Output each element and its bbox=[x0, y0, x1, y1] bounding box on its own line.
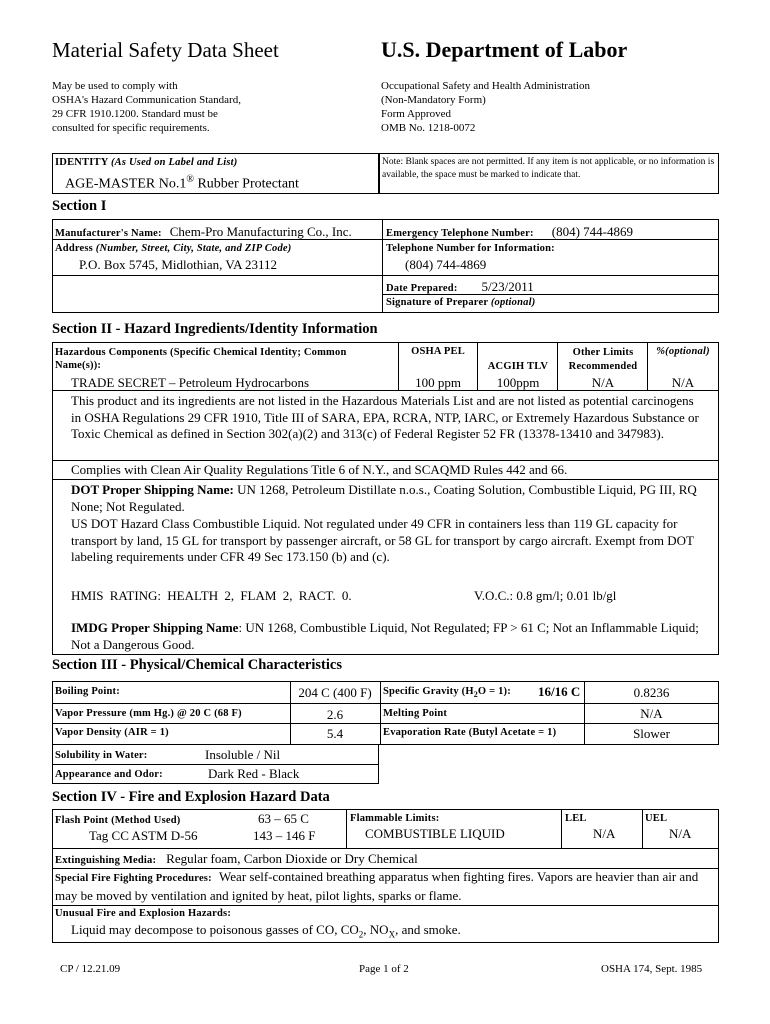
manufacturer-value: Chem-Pro Manufacturing Co., Inc. bbox=[169, 224, 352, 239]
vapor-pressure-value[interactable]: 2.6 bbox=[326, 707, 344, 722]
appearance-label: Appearance and Odor: bbox=[55, 769, 163, 780]
specific-gravity-text-end: O = 1): bbox=[477, 686, 511, 697]
vapor-density-value[interactable]: 5.4 bbox=[326, 726, 344, 741]
note-text: Note: Blank spaces are not permitted. If any item is not applicable, or no information is available, the space must be marked to indicate that. bbox=[382, 157, 715, 180]
vapor-density-label: Vapor Density (AIR = 1) bbox=[55, 727, 169, 738]
unusual-hazards-text: Liquid may decompose to poisonous gasses of CO, CO bbox=[71, 922, 359, 937]
lel-label: LEL bbox=[565, 813, 587, 824]
flash-point-label: Flash Point (Method Used) bbox=[55, 815, 181, 826]
page-number: Page 1 of 2 bbox=[359, 963, 409, 975]
percent-column-label: %(optional) bbox=[656, 346, 710, 357]
imdg-shipping-label: IMDG Proper Shipping Name bbox=[71, 620, 239, 635]
unusual-hazards-text-end: , and smoke. bbox=[395, 922, 461, 937]
divider bbox=[53, 848, 718, 849]
unusual-hazards-value[interactable] bbox=[71, 922, 461, 940]
melting-point-value[interactable]: N/A bbox=[640, 706, 663, 721]
melting-point-label: Melting Point bbox=[383, 708, 448, 719]
info-phone-value[interactable]: (804) 744-4869 bbox=[405, 257, 487, 272]
address-value[interactable]: P.O. Box 5745, Midlothian, VA 23112 bbox=[79, 257, 278, 272]
flammable-limits-value[interactable]: COMBUSTIBLE LIQUID bbox=[365, 826, 505, 841]
flash-point-method[interactable]: Tag CC ASTM D-56 bbox=[89, 828, 198, 843]
percent-value[interactable]: N/A bbox=[671, 375, 695, 390]
manufacturer-label: Manufacturer's Name: bbox=[55, 228, 162, 239]
flammable-limits-label: Flammable Limits: bbox=[350, 813, 440, 824]
section4-heading: Section IV - Fire and Explosion Hazard Data bbox=[52, 789, 330, 805]
component-name[interactable]: TRADE SECRET – Petroleum Hydrocarbons bbox=[71, 375, 310, 390]
dot-shipping-label: DOT Proper Shipping Name: bbox=[71, 482, 234, 497]
osha-pel-value[interactable]: 100 ppm bbox=[415, 375, 461, 390]
uel-label: UEL bbox=[645, 813, 668, 824]
flash-point-celsius[interactable]: 63 – 65 C bbox=[258, 811, 309, 826]
solubility-value[interactable]: Insoluble / Nil bbox=[205, 747, 281, 762]
section3-heading: Section III - Physical/Chemical Characteristics bbox=[52, 657, 342, 673]
boiling-point-value[interactable]: 204 C (400 F) bbox=[298, 685, 372, 700]
unusual-hazards-label: Unusual Fire and Explosion Hazards: bbox=[55, 908, 232, 919]
divider bbox=[53, 275, 718, 276]
address-label-note: (Number, Street, City, State, and ZIP Code) bbox=[95, 243, 292, 254]
divider bbox=[53, 460, 718, 461]
section1-heading: Section I bbox=[52, 198, 107, 214]
evaporation-rate-label: Evaporation Rate (Butyl Acetate = 1) bbox=[383, 727, 557, 738]
extinguishing-media-field[interactable] bbox=[55, 850, 418, 868]
subscript: 2 bbox=[473, 690, 478, 700]
acgih-tlv-value[interactable]: 100ppm bbox=[496, 375, 540, 390]
divider bbox=[53, 723, 718, 724]
divider bbox=[346, 810, 347, 848]
emergency-phone-label: Emergency Telephone Number: bbox=[386, 228, 534, 239]
identity-value[interactable] bbox=[65, 174, 299, 193]
form-edition: OSHA 174, Sept. 1985 bbox=[601, 963, 703, 975]
date-prepared-value: 5/23/2011 bbox=[481, 279, 534, 294]
emergency-phone-value: (804) 744-4869 bbox=[551, 224, 633, 239]
evaporation-rate-value[interactable]: Slower bbox=[633, 726, 670, 741]
intro-line: May be used to comply with bbox=[52, 80, 178, 92]
divider bbox=[53, 905, 718, 906]
agency-line: (Non-Mandatory Form) bbox=[381, 94, 486, 106]
identity-value-suffix: Rubber Protectant bbox=[193, 176, 299, 192]
department-title: U.S. Department of Labor bbox=[381, 37, 628, 62]
agency-text bbox=[381, 79, 590, 135]
signature-label: Signature of Preparer bbox=[386, 297, 488, 308]
dot-shipping-paragraph bbox=[71, 482, 716, 515]
divider bbox=[53, 703, 718, 704]
divider bbox=[380, 682, 381, 744]
identity-label bbox=[55, 157, 237, 168]
uel-value[interactable]: N/A bbox=[669, 826, 692, 841]
section2-heading: Section II - Hazard Ingredients/Identity Information bbox=[52, 321, 378, 337]
divider bbox=[53, 764, 378, 765]
special-fire-fighting-value: Wear self-contained breathing apparatus when fighting fires. Vapors are heavier than air and may be moved by ventilation and ignited by heat, pilot lights, sparks or flame. bbox=[55, 869, 699, 903]
signature-field[interactable] bbox=[386, 297, 535, 308]
identity-box bbox=[52, 153, 379, 194]
emergency-phone-field[interactable] bbox=[386, 223, 633, 241]
section3-table bbox=[52, 681, 719, 745]
identity-label-note: (As Used on Label and List) bbox=[110, 157, 238, 168]
other-limits-line: Other Limits bbox=[572, 347, 634, 358]
air-quality-paragraph: Complies with Clean Air Quality Regulations Title 6 of N.Y., and SCAQMD Rules 442 and 66. bbox=[71, 462, 568, 477]
registered-mark: ® bbox=[186, 174, 194, 185]
section4-table bbox=[52, 809, 719, 943]
special-fire-fighting-label: Special Fire Fighting Procedures: bbox=[55, 873, 212, 884]
specific-gravity-text: Specific Gravity (H bbox=[383, 686, 474, 697]
unusual-hazards-text-mid: , NO bbox=[363, 922, 389, 937]
note-box bbox=[379, 153, 719, 194]
imdg-shipping-paragraph bbox=[71, 620, 716, 653]
voc-value: V.O.C.: 0.8 gm/l; 0.01 lb/gl bbox=[474, 588, 617, 603]
solubility-label: Solubility in Water: bbox=[55, 750, 148, 761]
flash-point-fahrenheit[interactable]: 143 – 146 F bbox=[253, 828, 316, 843]
agency-line: Occupational Safety and Health Administration bbox=[381, 80, 590, 92]
divider bbox=[382, 220, 383, 312]
specific-gravity-value[interactable]: 0.8236 bbox=[633, 685, 670, 700]
address-label-text: Address bbox=[55, 243, 93, 254]
appearance-value[interactable]: Dark Red - Black bbox=[208, 766, 300, 781]
hmis-rating: HMIS RATING: HEALTH 2, FLAM 2, RACT. 0. bbox=[71, 588, 352, 603]
us-dot-paragraph: US DOT Hazard Class Combustible Liquid. Not regulated under 49 CFR in containers less than 119 GL capacity for transport by land, 15 GL for transport by passenger aircraft, or 58 GL for transport by cargo aircraft. Exempt from DOT labeling requirements under CFR 49 Sec 173.150 (b) and (c). bbox=[71, 516, 694, 564]
specific-gravity-label bbox=[383, 686, 511, 699]
vapor-pressure-label: Vapor Pressure (mm Hg.) @ 20 C (68 F) bbox=[55, 708, 242, 719]
components-column-header: Hazardous Components (Specific Chemical Identity; Common Name(s)): bbox=[55, 347, 347, 371]
specific-gravity-reference: 16/16 C bbox=[538, 684, 581, 699]
date-prepared-field[interactable] bbox=[386, 278, 534, 296]
intro-line: OSHA's Hazard Communication Standard, bbox=[52, 94, 241, 106]
section3-table-lower bbox=[52, 744, 379, 784]
section2-table bbox=[52, 342, 719, 655]
boiling-point-label: Boiling Point: bbox=[55, 686, 120, 697]
section1-table bbox=[52, 219, 719, 313]
divider bbox=[561, 810, 562, 848]
identity-value-text: AGE-MASTER No.1 bbox=[65, 176, 187, 192]
identity-label-text: IDENTITY bbox=[55, 157, 109, 168]
other-limits-column-header bbox=[558, 346, 648, 374]
dot-shipping-value: UN 1268, Petroleum Distillate n.o.s., Coating Solution, Combustible Liquid, PG III, RQ None; Not Regulated. bbox=[71, 482, 697, 514]
regulatory-paragraph: This product and its ingredients are not listed in the Hazardous Materials List and are not listed as potential carcinogens in OSHA Regulations 29 CFR 1910, Title III of SARA, EPA, RCRA, NTP, IARC, or Extremely Hazardous Substance or Toxic Chemical as defined in Section 302(a)(2) and 313(c) of Federal Register 52 FR (13378-13410 and 347983). bbox=[71, 393, 699, 441]
address-label bbox=[55, 243, 291, 254]
intro-text bbox=[52, 79, 241, 135]
extinguishing-media-label: Extinguishing Media: bbox=[55, 855, 157, 866]
intro-line: consulted for specific requirements. bbox=[52, 122, 210, 134]
acgih-tlv-column-header: ACGIH TLV bbox=[487, 361, 549, 372]
other-limits-value[interactable]: N/A bbox=[591, 375, 615, 390]
form-title: Material Safety Data Sheet bbox=[52, 38, 279, 62]
date-prepared-label: Date Prepared: bbox=[386, 283, 458, 294]
divider bbox=[642, 810, 643, 848]
osha-pel-column-header: OSHA PEL bbox=[411, 346, 465, 357]
info-phone-label: Telephone Number for Information: bbox=[386, 243, 555, 254]
footer-code: CP / 12.21.09 bbox=[60, 963, 121, 975]
manufacturer-field[interactable] bbox=[55, 223, 352, 241]
imdg-shipping-value: : UN 1268, Combustible Liquid, Not Regulated; FP > 61 C; Not an Inflammable Liquid; Not a Dangerous Good. bbox=[71, 620, 699, 652]
other-limits-line: Recommended bbox=[568, 361, 638, 372]
signature-note: (optional) bbox=[490, 297, 536, 308]
intro-line: 29 CFR 1910.1200. Standard must be bbox=[52, 108, 218, 120]
subscript: 2 bbox=[358, 929, 364, 940]
subscript: X bbox=[388, 929, 396, 940]
special-fire-fighting-field[interactable] bbox=[55, 869, 715, 904]
extinguishing-media-value: Regular foam, Carbon Dioxide or Dry Chemical bbox=[166, 851, 418, 866]
percent-column-header bbox=[648, 346, 718, 357]
agency-line: Form Approved bbox=[381, 108, 451, 120]
lel-value[interactable]: N/A bbox=[593, 826, 616, 841]
agency-line: OMB No. 1218-0072 bbox=[381, 122, 476, 134]
divider bbox=[53, 479, 718, 480]
